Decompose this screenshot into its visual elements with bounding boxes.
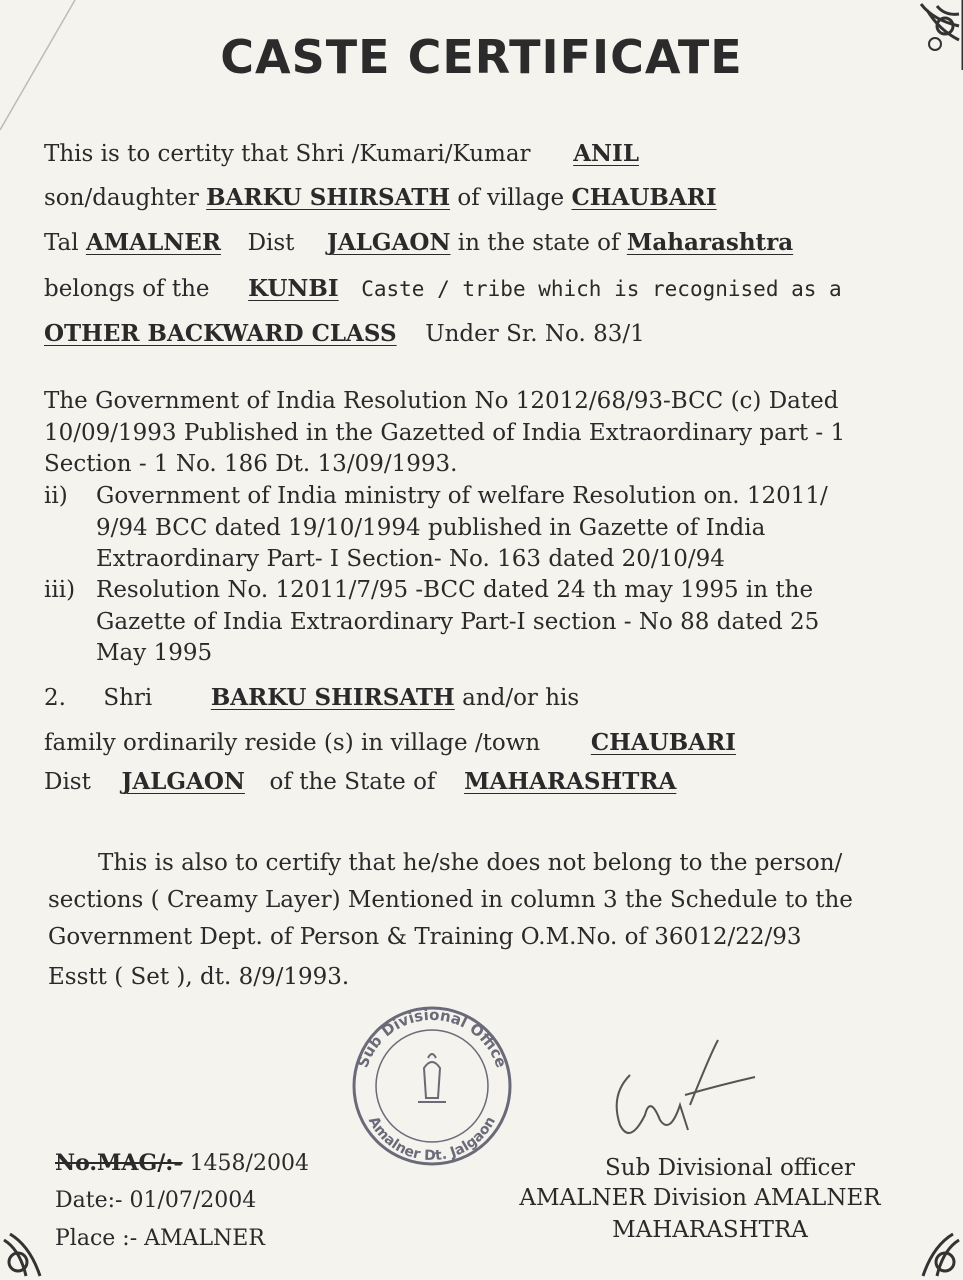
footer-number-value: 1458/2004 [189, 1151, 309, 1176]
resolution-1 [44, 386, 845, 481]
holder-name: ANIL [573, 140, 639, 167]
creamy-line-4: Esstt ( Set ), dt. 8/9/1993. [48, 964, 350, 990]
seal-top-text: Sub Divisional Office [353, 1005, 511, 1071]
residence-name: BARKU SHIRSATH [210, 684, 455, 711]
state-name: Maharashtra [626, 229, 794, 256]
footer-date [55, 1188, 256, 1213]
dist-label: Dist [247, 230, 295, 256]
of-village-label: of village [457, 185, 565, 211]
parent-name: BARKU SHIRSATH [206, 184, 451, 211]
intro-line-1 [44, 140, 639, 167]
svg-text:Sub Divisional Office [354, 1006, 511, 1070]
district-name: JALGAON [327, 229, 451, 256]
resolution-2-number: ii) [44, 483, 68, 509]
resolution-3-line-1: Resolution No. 12011/7/95 -BCC dated 24 th may 1995 in the [96, 577, 814, 603]
intro-line-2 [44, 184, 717, 211]
belongs-text: belongs of the [44, 276, 210, 302]
seal-bottom-text: Amalner Dt. Jalgaon [364, 1113, 499, 1165]
footer-place-label: Place :- [55, 1226, 138, 1251]
footer-number [55, 1150, 309, 1176]
caste-name: KUNBI [248, 275, 339, 302]
intro-line-3 [44, 229, 793, 256]
residence-shri: Shri [103, 685, 153, 711]
taluka-name: AMALNER [85, 229, 221, 256]
creamy-line-3: Government Dept. of Person & Training O.M.No. of 36012/22/93 [48, 924, 802, 950]
intro-line-4 [44, 275, 842, 302]
signatory-title: Sub Divisional officer [605, 1155, 855, 1181]
village-name: CHAUBARI [571, 184, 717, 211]
residence-line-1 [44, 684, 579, 711]
resolution-3 [44, 575, 819, 670]
residence-dist-label: Dist [44, 769, 91, 795]
resolution-3-line-3: May 1995 [96, 640, 213, 666]
resolution-1-line-3: Section - 1 No. 186 Dt. 13/09/1993. [44, 451, 458, 477]
resolution-1-line-1: The Government of India Resolution No 12012/68/93-BCC (c) Dated [44, 388, 839, 414]
resolution-2-line-1: Government of India ministry of welfare Resolution on. 12011/ [96, 483, 828, 509]
signature-icon [590, 1035, 760, 1155]
ornament-corner-bottom-right [893, 1210, 963, 1280]
resolution-1-line-2: 10/09/1993 Published in the Gazetted of India Extraordinary part - 1 [44, 419, 846, 446]
son-daughter-label: son/daughter [44, 185, 199, 211]
tal-label: Tal [44, 230, 79, 256]
resolution-3-line-2: Gazette of India Extraordinary Part-I section - No 88 dated 25 [96, 608, 820, 635]
creamy-line-1: This is also to certify that he/she does not belong to the person/ [98, 850, 843, 876]
under-sr-text: Under Sr. No. 83/1 [425, 321, 645, 347]
intro-line-5 [44, 320, 645, 347]
footer-number-label: No.MAG/:- [55, 1150, 183, 1176]
signatory-division: AMALNER Division AMALNER [519, 1185, 881, 1211]
state-text: in the state of [457, 230, 620, 256]
certify-text: This is to certity that Shri /Kumari/Kumar [44, 141, 531, 167]
resolution-2-line-2: 9/94 BCC dated 19/10/1994 published in Gazette of India [96, 514, 766, 541]
class-name: OTHER BACKWARD CLASS [44, 320, 397, 347]
footer-place-value: AMALNER [144, 1226, 265, 1251]
certificate-title: CASTE CERTIFICATE [220, 30, 743, 84]
residence-state: MAHARASHTRA [464, 768, 677, 795]
signatory-state: MAHARASHTRA [612, 1217, 808, 1243]
residence-number: 2. [44, 685, 66, 711]
resolution-2 [44, 481, 828, 576]
footer-place [55, 1226, 265, 1251]
footer-date-value: 01/07/2004 [129, 1188, 257, 1213]
residence-state-text: of the State of [269, 769, 436, 795]
residence-village: CHAUBARI [590, 729, 736, 756]
resolution-2-line-3: Extraordinary Part- I Section- No. 163 dated 20/10/94 [96, 546, 725, 572]
footer-date-label: Date:- [55, 1188, 123, 1213]
caste-tribe-text: Caste / tribe which is recognised as a [361, 277, 842, 301]
residence-district: JALGAON [121, 768, 245, 795]
and-or-his: and/or his [462, 685, 580, 711]
resolution-3-number: iii) [44, 577, 76, 603]
svg-text:Amalner Dt. Jalgaon [365, 1114, 499, 1164]
residence-line-2 [44, 729, 736, 756]
creamy-line-2: sections ( Creamy Layer) Mentioned in column 3 the Schedule to the [48, 887, 853, 913]
family-reside-text: family ordinarily reside (s) in village /town [44, 730, 541, 756]
seal-emblem-icon [418, 1054, 446, 1102]
official-seal-stamp [342, 998, 522, 1168]
residence-line-3 [44, 768, 676, 795]
